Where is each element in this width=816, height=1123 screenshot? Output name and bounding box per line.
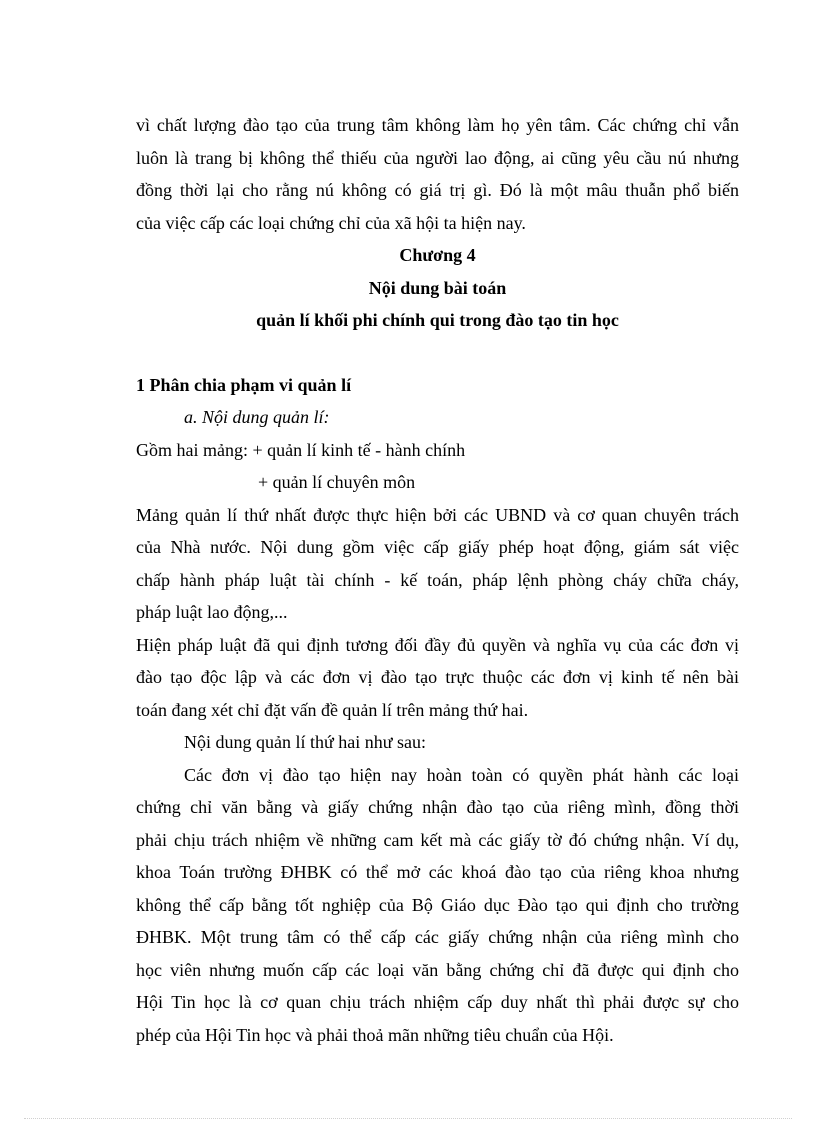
chapter-number: Chương 4 [399,245,476,265]
text-line: khoa Toán trường ĐHBK có thể mở các khoá đào tạo của riêng khoa nhưng [136,862,739,882]
section-heading: 1 Phân chia phạm vi quản lí [136,374,352,395]
paragraph-2 [136,629,739,727]
spacer [136,337,739,369]
document-page [136,109,739,1051]
text-line: chứng chỉ văn bằng và giấy chứng nhận đào tạo của riêng mình, đồng thời [136,797,739,817]
chapter-title: Nội dung bài toán [368,277,507,298]
text-line: Hội Tin học là cơ quan chịu trách nhiệm cấp duy nhất thì phải được sự cho [136,992,739,1012]
section-subheading: a. Nội dung quản lí: [184,407,330,427]
list-intro: Gồm hai mảng: + quản lí kinh tế - hành chính [136,439,466,460]
text-line: pháp luật lao động,... [136,602,288,622]
text-line: Các đơn vị đào tạo hiện nay hoàn toàn có quyền phát hành các loại [184,764,739,785]
paragraph-3: Nội dung quản lí thứ hai như sau: [184,732,426,752]
text-line: phải chịu trách nhiệm về những cam kết mà các giấy tờ đó chứng nhận. Ví dụ, [136,829,739,850]
text-line: không thể cấp bằng tốt nghiệp của Bộ Giáo dục Đào tạo qui định cho trường [136,894,739,915]
text-line: đồng thời lại cho rằng nú không có giá trị gì. Đó là một mâu thuẫn phổ biến [136,180,739,200]
text-line: Mảng quản lí thứ nhất được thực hiện bởi các UBND và cơ quan chuyên trách [136,504,739,525]
text-line: học viên nhưng muốn cấp các loại văn bằng chứng chỉ đã được qui định cho [136,959,739,980]
text-line: Hiện pháp luật đã qui định tương đối đầy đủ quyền và nghĩa vụ của các đơn vị [136,634,739,655]
text-line: vì chất lượng đào tạo của trung tâm không làm họ yên tâm. Các chứng chỉ vẫn [136,115,739,135]
text-line: đào tạo độc lập và các đơn vị đào tạo trực thuộc các đơn vị kinh tế nên bài [136,667,739,687]
chapter-subtitle: quản lí khối phi chính qui trong đào tạo tin học [256,310,619,330]
list-item: + quản lí chuyên môn [258,472,416,492]
paragraph-4 [136,759,739,1052]
text-line: của Nhà nước. Nội dung gồm việc cấp giấy phép hoạt động, giám sát việc [136,537,739,557]
text-line: của việc cấp các loại chứng chỉ của xã hội ta hiện nay. [136,212,526,233]
text-line: ĐHBK. Một trung tâm có thể cấp các giấy chứng nhận của riêng mình cho [136,927,739,947]
intro-paragraph [136,109,739,239]
paragraph-1 [136,499,739,629]
text-line: phép của Hội Tin học và phải thoả mãn những tiêu chuẩn của Hội. [136,1024,614,1045]
text-line: luôn là trang bị không thể thiếu của người lao động, ai cũng yêu cầu nú nhưng [136,147,739,168]
text-line: toán đang xét chỉ đặt vấn đề quản lí trên mảng thứ hai. [136,699,529,720]
page-bottom-divider [24,1118,792,1119]
text-line: chấp hành pháp luật tài chính - kế toán, pháp lệnh phòng cháy chữa cháy, [136,569,739,590]
